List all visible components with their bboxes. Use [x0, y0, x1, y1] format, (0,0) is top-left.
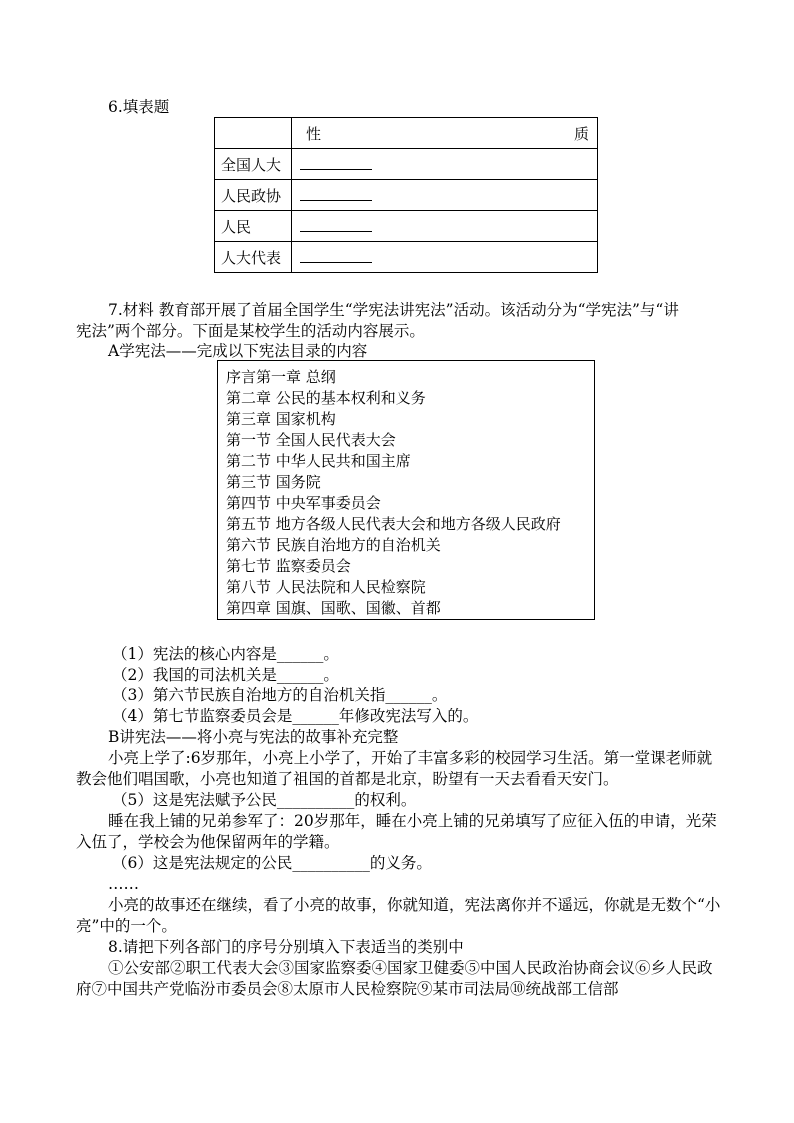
question-8-items-line1: ①公安部②职工代表大会③国家监察委④国家卫健委⑤中国人民政治协商会议⑥乡人民政 [108, 959, 713, 977]
story-ending-line1: 小亮的故事还在继续，看了小亮的故事，你就知道，宪法离你并不遥远，你就是无数个“小 [108, 896, 721, 914]
story-ending-line2: 亮”中的一个。 [76, 917, 177, 935]
toc-item: 第五节 地方各级人民代表大会和地方各级人民政府 [226, 515, 561, 533]
toc-item: 第三章 国家机构 [226, 410, 336, 428]
sub-question-2: （2）我国的司法机关是______。 [112, 666, 339, 684]
answer-blank[interactable] [300, 248, 372, 263]
toc-item: 第四节 中央军事委员会 [226, 494, 381, 512]
question-7-intro-line2: 宪法”两个部分。下面是某校学生的活动内容展示。 [76, 322, 425, 340]
toc-item: 第六节 民族自治地方的自治机关 [226, 536, 441, 554]
table-header-row [215, 118, 598, 149]
section-b-title: B讲宪法——将小亮与宪法的故事补充完整 [108, 728, 399, 746]
toc-item: 第二节 中华人民共和国主席 [226, 452, 411, 470]
section-a-title: A学宪法——完成以下宪法目录的内容 [108, 342, 368, 360]
sub-question-3: （3）第六节民族自治地方的自治机关指______。 [112, 686, 448, 704]
sub-question-6: （6）这是宪法规定的公民__________的义务。 [112, 854, 432, 872]
row-label: 人民 [215, 211, 292, 242]
table-row [215, 180, 598, 211]
header-right-char: 质 [573, 124, 589, 143]
toc-item: 序言第一章 总纲 [226, 368, 336, 386]
question-8-items-line2: 府⑦中国共产党临汾市委员会⑧太原市人民检察院⑨某市司法局⑩统战部工信部 [76, 980, 619, 998]
question-7-intro-line1: 7.材料 教育部开展了首届全国学生“学宪法讲宪法”活动。该活动分为“学宪法”与“讲 [108, 301, 679, 319]
story-paragraph-2-line2: 入伍了，学校会为他保留两年的学籍。 [76, 833, 340, 851]
answer-blank[interactable] [300, 155, 372, 170]
sub-question-1: （1）宪法的核心内容是______。 [112, 645, 339, 663]
story-paragraph-1-line2: 教会他们唱国歌，小亮也知道了祖国的首都是北京，盼望有一天去看看天安门。 [76, 770, 619, 788]
row-label: 全国人大 [215, 149, 292, 180]
table-row [215, 242, 598, 273]
row-label: 人民政协 [215, 180, 292, 211]
question-8-title: 8.请把下列各部门的序号分别填入下表适当的类别中 [108, 938, 464, 956]
toc-item: 第三节 国务院 [226, 473, 321, 491]
table-row [215, 149, 598, 180]
story-paragraph-1-line1: 小亮上学了:6岁那年，小亮上小学了，开始了丰富多彩的校园学习生活。第一堂课老师就 [108, 749, 713, 767]
sub-question-5: （5）这是宪法赋予公民__________的权利。 [112, 791, 417, 809]
table-row [215, 211, 598, 242]
fill-in-table [214, 117, 598, 273]
toc-item: 第二章 公民的基本权利和义务 [226, 389, 426, 407]
toc-item: 第四章 国旗、国歌、国徽、首都 [226, 599, 441, 617]
story-paragraph-2-line1: 睡在我上铺的兄弟参军了：20岁那年，睡在小亮上铺的兄弟填写了应征入伍的申请，光荣 [108, 812, 717, 830]
toc-item: 第八节 人民法院和人民检察院 [226, 578, 426, 596]
header-left-char: 性 [306, 124, 322, 143]
question-6-title: 6.填表题 [108, 98, 170, 116]
answer-blank[interactable] [300, 217, 372, 232]
constitution-toc-box [217, 360, 595, 620]
answer-blank[interactable] [300, 186, 372, 201]
toc-item: 第七节 监察委员会 [226, 557, 351, 575]
toc-item: 第一节 全国人民代表大会 [226, 431, 396, 449]
ellipsis: …… [108, 875, 139, 893]
row-label: 人大代表 [215, 242, 292, 273]
sub-question-4: （4）第七节监察委员会是______年修改宪法写入的。 [112, 707, 479, 725]
